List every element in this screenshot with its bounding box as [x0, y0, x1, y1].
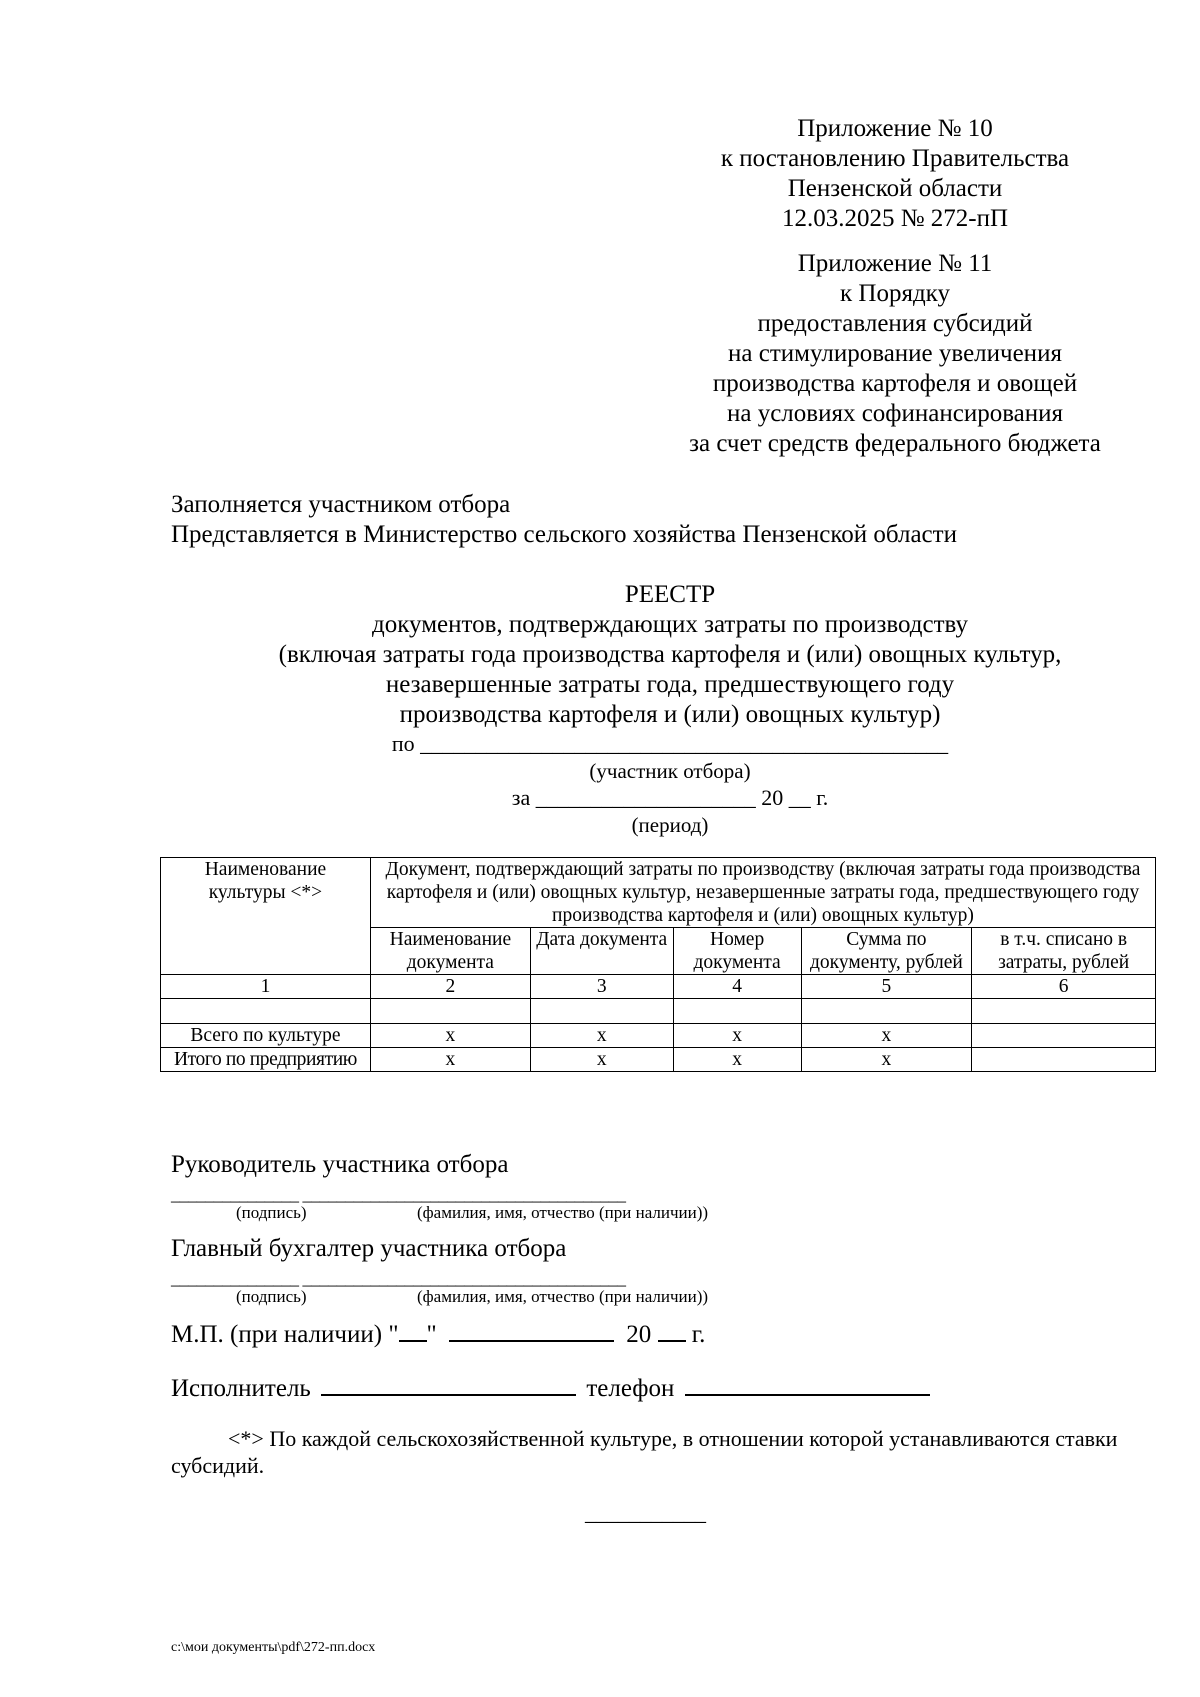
month-field[interactable]	[449, 1318, 614, 1342]
appendix-11-block	[650, 249, 1140, 459]
phone-field[interactable]	[685, 1372, 930, 1396]
document-header: Документ, подтверждающий затраты по производству (включая затраты года производства картофеля и (или) овощных культур, незавершенные затраты года, предшествующего году производства картофеля и (или) овощных культур)	[370, 858, 1155, 928]
seal-label: М.П. (при наличии) "	[171, 1321, 399, 1348]
fio-caption: (фамилия, имя, отчество (при наличии))	[417, 1203, 709, 1222]
quote-mark: "	[426, 1321, 437, 1348]
column-number: 4	[673, 975, 801, 999]
row-label: Итого по предприятию	[161, 1048, 371, 1072]
end-separator: ___________	[585, 1500, 706, 1525]
accountant-title: Главный бухгалтер участника отбора	[171, 1235, 567, 1262]
table-row	[161, 999, 1156, 1024]
registry-title-block	[150, 580, 1190, 838]
appendix-10-date: 12.03.2025 № 272-пП	[781, 205, 1009, 232]
column-number: 6	[972, 975, 1156, 999]
appendix-11-line: на условиях софинансирования	[726, 400, 1064, 427]
period-caption: (период)	[631, 813, 709, 837]
accountant-signature-lines[interactable]: _______________ ______________________________________	[171, 1268, 626, 1288]
registry-subtitle-line: (включая затраты года производства картофеля и (или) овощных культур,	[278, 641, 1062, 668]
year-field[interactable]	[658, 1318, 686, 1342]
appendix-11-title: Приложение № 11	[797, 250, 993, 277]
table-cell: х	[801, 1024, 972, 1048]
appendix-10-block	[650, 114, 1140, 234]
column-number: 1	[161, 975, 371, 999]
year-suffix: г.	[691, 1321, 706, 1348]
participant-field[interactable]: по ________________________________________________	[391, 731, 949, 756]
table-cell: х	[801, 1048, 972, 1072]
sign-caption: (подпись)	[236, 1203, 307, 1222]
executor-field[interactable]	[321, 1372, 576, 1396]
appendix-10-title: Приложение № 10	[797, 115, 993, 142]
executor-line	[171, 1372, 1071, 1404]
table-cell[interactable]	[673, 999, 801, 1024]
registry-table	[160, 857, 1156, 1072]
culture-name-header: Наименование культуры <*>	[161, 858, 371, 975]
table-cell[interactable]	[972, 1024, 1156, 1048]
executor-label: Исполнитель	[171, 1375, 311, 1402]
table-cell: х	[530, 1024, 673, 1048]
doc-sum-header: Сумма по документу, рублей	[801, 928, 972, 975]
registry-subtitle-line: производства картофеля и (или) овощных культур)	[399, 701, 941, 728]
appendix-10-line: Пензенской области	[787, 175, 1003, 202]
table-cell[interactable]	[801, 999, 972, 1024]
head-title: Руководитель участника отбора	[171, 1151, 509, 1178]
day-field[interactable]	[399, 1318, 427, 1342]
seal-date-line	[171, 1318, 971, 1352]
doc-name-header: Наименование документа	[370, 928, 530, 975]
table-cell[interactable]	[370, 999, 530, 1024]
row-label: Всего по культуре	[161, 1024, 371, 1048]
appendix-11-line: производства картофеля и овощей	[712, 370, 1078, 397]
table-cell[interactable]	[972, 999, 1156, 1024]
table-cell: х	[370, 1048, 530, 1072]
column-number: 3	[530, 975, 673, 999]
registry-heading: РЕЕСТР	[624, 581, 716, 608]
submit-to-line: Представляется в Министерство сельского хозяйства Пензенской области	[171, 521, 957, 548]
footnote: <*> По каждой сельскохозяйственной культуре, в отношении которой устанавливаются ставки субсидий.	[171, 1426, 1118, 1478]
table-row-enterprise-total	[161, 1048, 1156, 1072]
table-cell: х	[530, 1048, 673, 1072]
doc-date-header: Дата документа	[530, 928, 673, 975]
table-cell[interactable]	[530, 999, 673, 1024]
table-cell[interactable]	[972, 1048, 1156, 1072]
registry-subtitle-line: незавершенные затраты года, предшествующего году	[385, 671, 955, 698]
table-cell: х	[673, 1048, 801, 1072]
table-cell[interactable]	[161, 999, 371, 1024]
doc-number-header: Номер документа	[673, 928, 801, 975]
appendix-11-line: предоставления субсидий	[757, 310, 1033, 337]
sign-caption: (подпись)	[236, 1287, 307, 1306]
file-path: c:\мои документы\pdf\272-пп.docx	[171, 1640, 376, 1655]
appendix-11-line: к Порядку	[840, 280, 950, 307]
column-number: 2	[370, 975, 530, 999]
table-cell: х	[673, 1024, 801, 1048]
column-number: 5	[801, 975, 972, 999]
year-prefix: 20	[626, 1321, 652, 1348]
column-numbers-row	[161, 975, 1156, 999]
period-field[interactable]: за ____________________ 20 __ г.	[511, 785, 829, 810]
appendix-10-line: к постановлению Правительства	[720, 145, 1070, 172]
phone-label: телефон	[586, 1375, 675, 1402]
written-off-header: в т.ч. списано в затраты, рублей	[972, 928, 1156, 975]
table-cell: х	[370, 1024, 530, 1048]
fio-caption: (фамилия, имя, отчество (при наличии))	[417, 1287, 709, 1306]
registry-subtitle-line: документов, подтверждающих затраты по производству	[372, 611, 968, 638]
fill-info	[171, 490, 1111, 550]
appendix-11-line: на стимулирование увеличения	[728, 340, 1062, 367]
appendix-11-line: за счет средств федерального бюджета	[689, 430, 1101, 457]
fill-info-line: Заполняется участником отбора	[171, 491, 511, 518]
table-row-culture-total	[161, 1024, 1156, 1048]
head-signature-lines[interactable]: _______________ ______________________________________	[171, 1184, 626, 1204]
participant-caption: (участник отбора)	[589, 759, 751, 783]
